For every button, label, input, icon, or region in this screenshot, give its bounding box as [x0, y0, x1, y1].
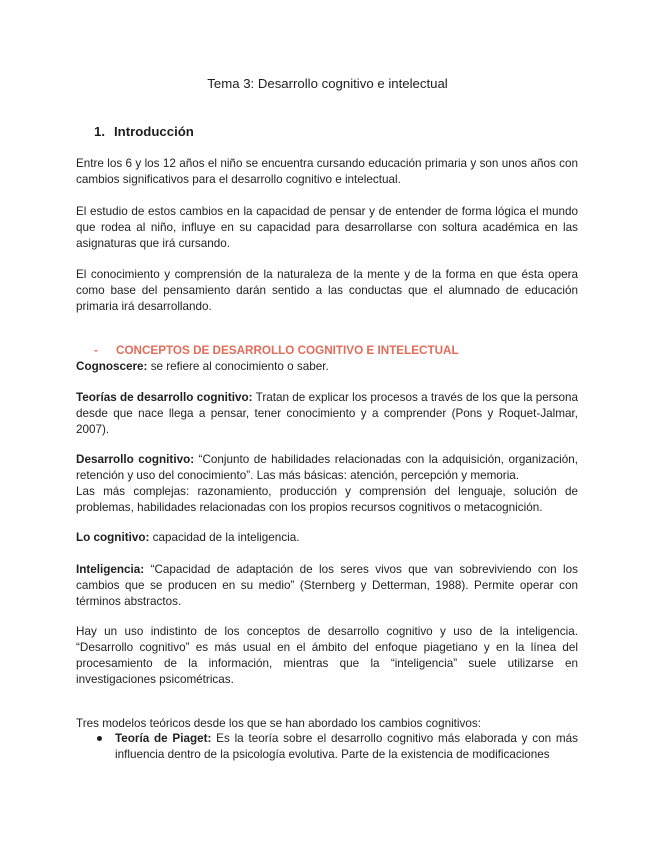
term-desarrollo-cognitivo: Desarrollo cognitivo: — [76, 453, 195, 466]
definition-cognoscere-text: se refiere al conocimiento o saber. — [147, 360, 329, 373]
model-item-piaget-text: Es la teoría sobre el desarrollo cognitivo más elaborada y con más influencia dentro de la psicología evolutiva. Parte de la existencia de modificaciones — [115, 732, 578, 761]
definition-inteligencia — [76, 562, 578, 610]
models-intro: Tres modelos teóricos desde los que se han abordado los cambios cognitivos: — [76, 717, 481, 730]
section-heading — [94, 124, 194, 140]
definition-cognoscere — [76, 359, 578, 375]
definition-teorias-text: Tratan de explicar los procesos a través de los que la persona desde que nace llega a pensar, tener conocimiento y a comprender (Pons y Roquet-Jalmar, 2007). — [76, 391, 578, 436]
intro-paragraph-1: Entre los 6 y los 12 años el niño se encuentra cursando educación primaria y son unos años con cambios significativos para el desarrollo cognitivo e intelectual. — [76, 157, 578, 186]
term-piaget: Teoría de Piaget: — [115, 732, 212, 745]
definition-lo-cognitivo — [76, 530, 578, 546]
definition-desarrollo-text-2: Las más complejas: razonamiento, producción y comprensión del lenguaje, solución de problemas, habilidades relacionadas con los propios recursos cognitivos o metacognición. — [76, 485, 578, 514]
term-lo-cognitivo: Lo cognitivo: — [76, 531, 150, 544]
concepts-bullet: - — [94, 344, 98, 357]
uso-indistinto-paragraph: Hay un uso indistinto de los conceptos de desarrollo cognitivo y uso de la inteligencia. “Desarrollo cognitivo” es más usual en el ámbito del enfoque piagetiano y en la línea del procesamiento de la información, mientras que la “inteligencia” suele utilizarse en investigaciones psicométricas. — [76, 625, 578, 686]
term-teorias: Teorías de desarrollo cognitivo: — [76, 391, 253, 404]
section-number: 1. — [94, 124, 105, 139]
section-title: Introducción — [114, 124, 194, 139]
intro-paragraph-3: El conocimiento y comprensión de la naturaleza de la mente y de la forma en que ésta opera como base del pensamiento darán sentido a las conductas que el alumnado de educación primaria irá desarrollando. — [76, 268, 578, 313]
definition-desarrollo-text: “Conjunto de habilidades relacionadas con la adquisición, organización, retención y uso del conocimiento”. Las más básicas: atención, percepción y memoria. — [76, 453, 578, 482]
model-item-piaget — [115, 731, 578, 763]
definition-inteligencia-text: “Capacidad de adaptación de los seres vivos que van sobreviviendo con los cambios que se producen en su medio” (Sternberg y Detterman, 1988). Permite operar con términos abstractos. — [76, 563, 578, 608]
intro-paragraph-2: El estudio de estos cambios en la capacidad de pensar y de entender de forma lógica el mundo que rodea al niño, influye en su capacidad para desarrollarse con soltura académica en las asignaturas que irá cursando. — [76, 205, 578, 250]
definition-teorias — [76, 390, 578, 438]
concepts-heading — [94, 343, 459, 359]
term-inteligencia: Inteligencia: — [76, 563, 145, 576]
definition-lo-cognitivo-text: capacidad de la inteligencia. — [149, 531, 300, 544]
definition-desarrollo-cognitivo — [76, 452, 578, 516]
document-title: Tema 3: Desarrollo cognitivo e intelectual — [207, 76, 448, 91]
concepts-heading-text: CONCEPTOS DE DESARROLLO COGNITIVO E INTELECTUAL — [116, 344, 459, 357]
term-cognoscere: Cognoscere: — [76, 360, 148, 373]
bullet-dot — [97, 736, 102, 741]
